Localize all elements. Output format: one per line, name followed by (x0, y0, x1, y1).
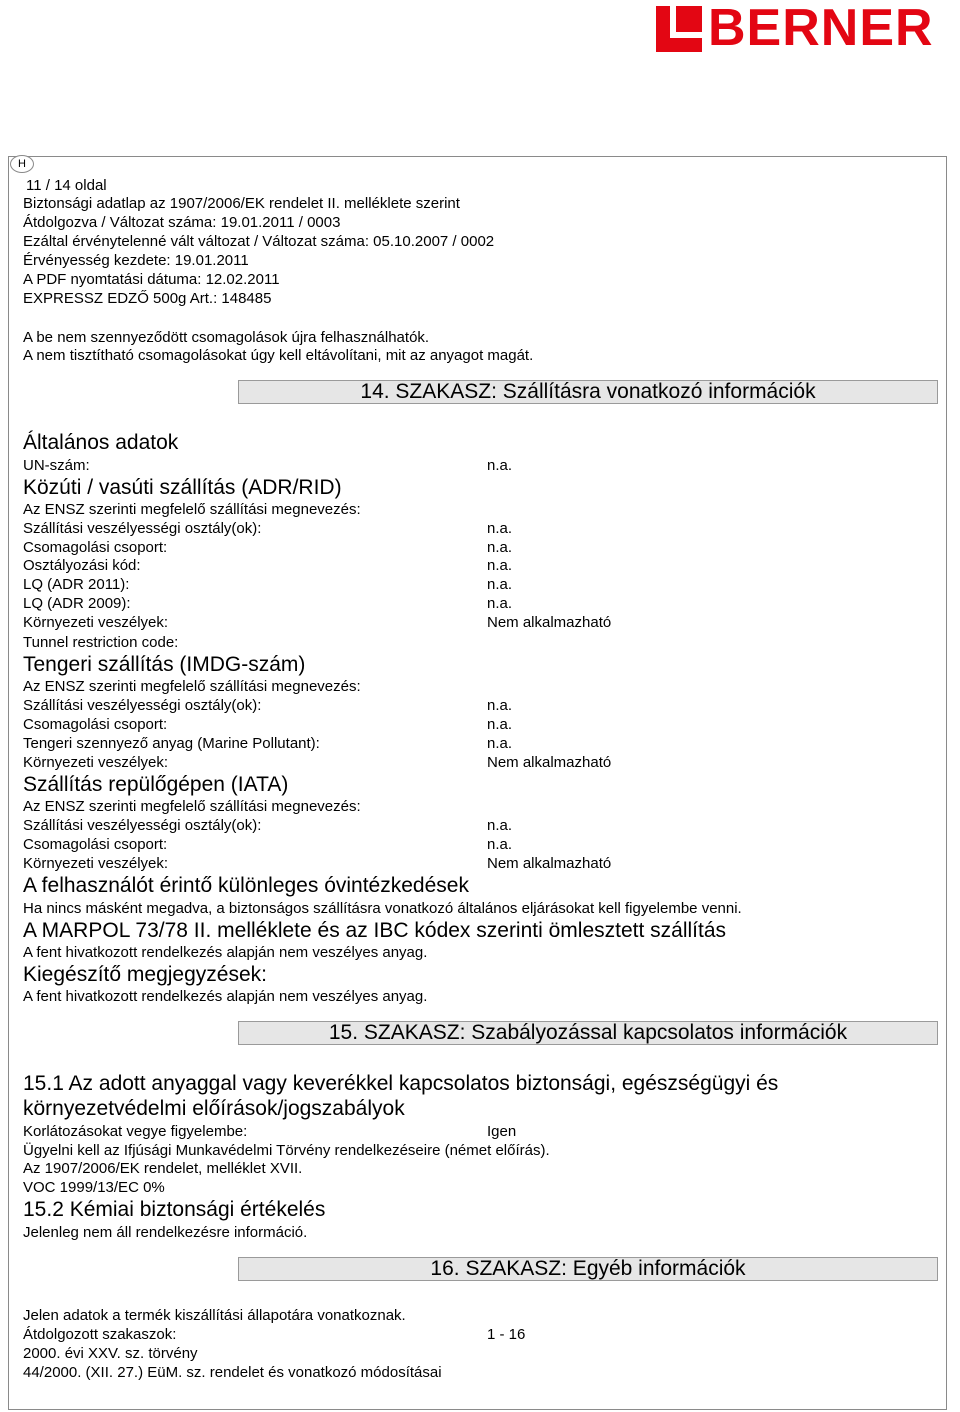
iata-heading: Szállítás repülőgépen (IATA) (23, 773, 289, 796)
intro-line: A be nem szennyeződött csomagolások újra felhasználhatók. (23, 329, 430, 346)
intro-line: A nem tisztítható csomagolásokat úgy kell eltávolítani, mit az anyagot magát. (23, 347, 534, 364)
revised-label: Átdolgozott szakaszok: (23, 1326, 177, 1343)
adr-label: LQ (ADR 2009): (23, 595, 131, 612)
adr-value: n.a. (487, 576, 513, 593)
section-15-1-heading-cont: környezetvédelmi előírások/jogszabályok (23, 1097, 405, 1120)
adr-label: Szállítási veszélyességi osztály(ok): (23, 520, 262, 537)
section-15-1-heading: 15.1 Az adott anyaggal vagy keverékkel kapcsolatos biztonsági, egészségügyi és (23, 1072, 779, 1095)
info-line: 2000. évi XXV. sz. törvény (23, 1345, 198, 1362)
imdg-label: Az ENSZ szerinti megfelelő szállítási megnevezés: (23, 678, 361, 695)
marpol-heading: A MARPOL 73/78 II. melléklete és az IBC kódex szerinti ömlesztett szállítás (23, 919, 727, 942)
section-15-2-heading: 15.2 Kémiai biztonsági értékelés (23, 1198, 326, 1221)
adr-label: Osztályozási kód: (23, 557, 141, 574)
restrictions-label: Korlátozásokat vegye figyelembe: (23, 1123, 248, 1140)
imdg-label: Csomagolási csoport: (23, 716, 168, 733)
iata-label: Csomagolási csoport: (23, 836, 168, 853)
precautions-heading: A felhasználót érintő különleges óvintézkedések (23, 874, 469, 897)
adr-value: n.a. (487, 539, 513, 556)
adr-value: n.a. (487, 595, 513, 612)
iata-value: Nem alkalmazható (487, 855, 612, 872)
regulation-line: VOC 1999/13/EC 0% (23, 1179, 165, 1196)
imdg-value: Nem alkalmazható (487, 754, 612, 771)
iata-label: Az ENSZ szerinti megfelelő szállítási megnevezés: (23, 798, 361, 815)
un-label: UN-szám: (23, 457, 90, 474)
imdg-value: n.a. (487, 716, 513, 733)
imdg-label: Szállítási veszélyességi osztály(ok): (23, 697, 262, 714)
section-14-title: 14. SZAKASZ: Szállításra vonatkozó információk (238, 380, 938, 404)
precautions-text: Ha nincs másként megadva, a biztonságos szállításra vonatkozó általános eljárásokat kell figyelembe venni. (23, 900, 742, 917)
header-line: Biztonsági adatlap az 1907/2006/EK rendelet II. melléklete szerint (23, 195, 460, 212)
adr-heading: Közúti / vasúti szállítás (ADR/RID) (23, 476, 342, 499)
adr-label: Csomagolási csoport: (23, 539, 168, 556)
imdg-label: Tengeri szennyező anyag (Marine Pollutant): (23, 735, 320, 752)
adr-value: Nem alkalmazható (487, 614, 612, 631)
iata-label: Környezeti veszélyek: (23, 855, 169, 872)
un-value: n.a. (487, 457, 513, 474)
iata-value: n.a. (487, 817, 513, 834)
imdg-label: Környezeti veszélyek: (23, 754, 169, 771)
extra-text: A fent hivatkozott rendelkezés alapján nem veszélyes anyag. (23, 988, 428, 1005)
regulation-line: Az 1907/2006/EK rendelet, melléklet XVII. (23, 1160, 303, 1177)
info-line: Jelen adatok a termék kiszállítási állapotára vonatkoznak. (23, 1307, 406, 1324)
adr-label: Az ENSZ szerinti megfelelő szállítási megnevezés: (23, 501, 361, 518)
adr-label: LQ (ADR 2011): (23, 576, 130, 593)
regulation-line: Ügyelni kell az Ifjúsági Munkavédelmi Törvény rendelkezéseire (német előírás). (23, 1142, 550, 1159)
iata-label: Szállítási veszélyességi osztály(ok): (23, 817, 262, 834)
product-line: EXPRESSZ EDZŐ 500g Art.: 148485 (23, 290, 272, 307)
imdg-value: n.a. (487, 697, 513, 714)
berner-logo-mark-icon (656, 6, 702, 52)
section-15-2-text: Jelenleg nem áll rendelkezésre információ. (23, 1224, 308, 1241)
header-line: Ezáltal érvénytelenné vált változat / Változat száma: 05.10.2007 / 0002 (23, 233, 495, 250)
adr-label: Környezeti veszélyek: (23, 614, 169, 631)
imdg-value: n.a. (487, 735, 513, 752)
header-line: A PDF nyomtatási dátuma: 12.02.2011 (23, 271, 280, 288)
adr-label: Tunnel restriction code: (23, 634, 179, 651)
restrictions-value: Igen (487, 1123, 517, 1140)
iata-value: n.a. (487, 836, 513, 853)
page-number: 11 / 14 oldal (26, 177, 107, 194)
berner-logo-text: BERNER (708, 0, 934, 57)
header-line: Átdolgozva / Változat száma: 19.01.2011 / 0003 (23, 214, 341, 231)
berner-logo (656, 0, 958, 57)
marpol-text: A fent hivatkozott rendelkezés alapján nem veszélyes anyag. (23, 944, 428, 961)
language-badge: H (10, 155, 34, 173)
info-line: 44/2000. (XII. 27.) EüM. sz. rendelet és vonatkozó módosításai (23, 1364, 442, 1381)
adr-value: n.a. (487, 557, 513, 574)
header-line: Érvényesség kezdete: 19.01.2011 (23, 252, 249, 269)
adr-value: n.a. (487, 520, 513, 537)
revised-value: 1 - 16 (487, 1326, 526, 1343)
section-15-title: 15. SZAKASZ: Szabályozással kapcsolatos információk (238, 1021, 938, 1045)
extra-heading: Kiegészítő megjegyzések: (23, 963, 267, 986)
general-heading: Általános adatok (23, 431, 179, 454)
imdg-heading: Tengeri szállítás (IMDG-szám) (23, 653, 306, 676)
section-16-title: 16. SZAKASZ: Egyéb információk (238, 1257, 938, 1281)
